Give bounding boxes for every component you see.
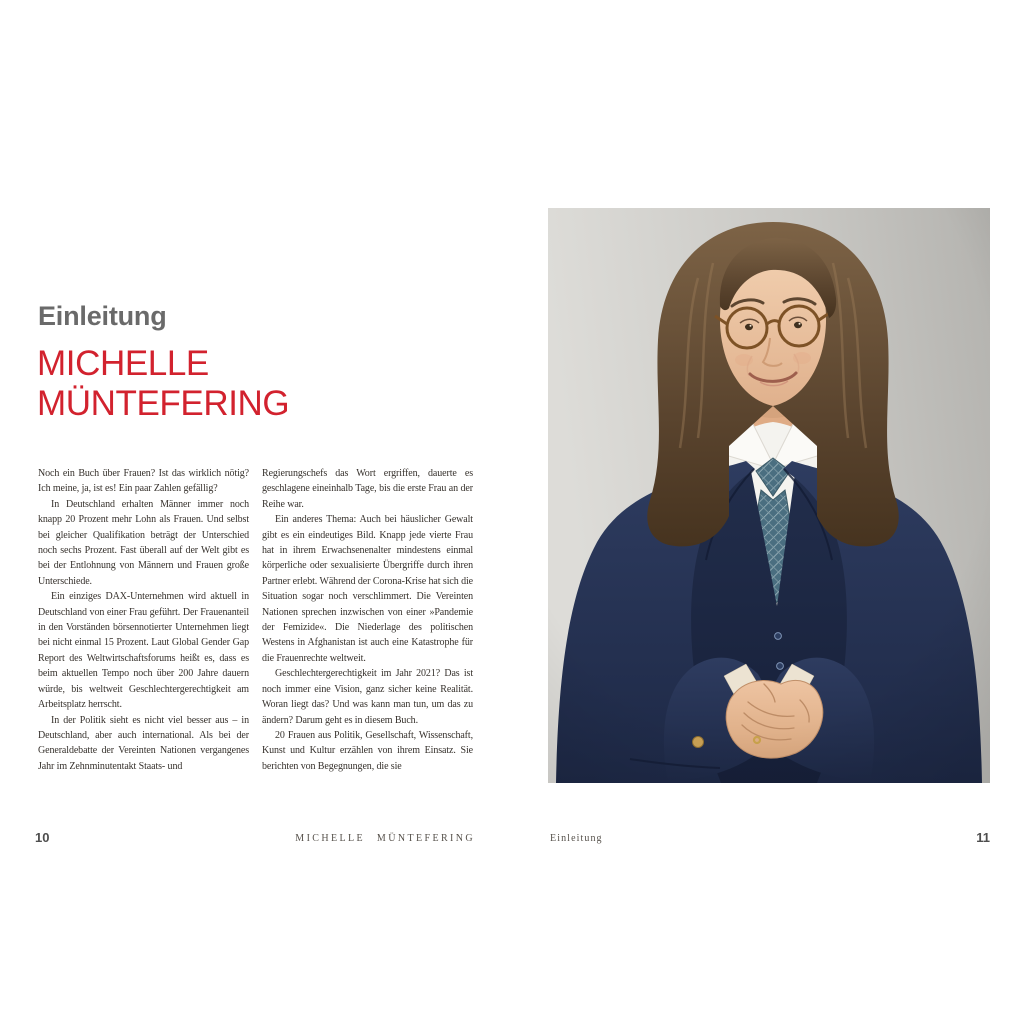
chapter-title-line2: MÜNTEFERING <box>37 384 290 423</box>
paragraph: Regierungschefs das Wort ergriffen, dauerte es geschlagene eineinhalb Tage, bis die erste Frau an der Reihe war. <box>262 468 473 510</box>
paragraph: Geschlechtergerechtigkeit im Jahr 2021? Das ist noch immer eine Vision, ganz sicher keine Realität. Woran liegt das? Und was kann man tun, um das zu ändern? Darum geht es in diesem Buch. <box>262 668 473 726</box>
running-head-left: MICHELLE MÜNTEFERING <box>295 833 475 844</box>
page-number-left: 10 <box>35 830 50 845</box>
paragraph: 20 Frauen aus Politik, Gesellschaft, Wissenschaft, Kunst und Kultur erzählen von ihrem Einsatz. Sie berichten von Begegnungen, die sie <box>262 729 473 772</box>
portrait-photo <box>548 208 990 783</box>
portrait-photo-illustration <box>548 208 990 783</box>
paragraph: Noch ein Buch über Frauen? Ist das wirklich nötig? Ich meine, ja, ist es! Ein paar Zahlen gefällig? <box>38 468 249 495</box>
chapter-title-line1: MICHELLE <box>37 344 209 383</box>
photo-vignette <box>548 208 990 783</box>
running-head-right: Einleitung <box>550 833 603 844</box>
page-number-right: 11 <box>976 830 990 845</box>
chapter-kicker: Einleitung <box>38 301 167 331</box>
paragraph: In Deutschland erhalten Männer immer noch knapp 20 Prozent mehr Lohn als Frauen. Und selbst bei gleicher Qualifikation beträgt der Unterschied noch sechs Prozent. Fast überall auf der Welt gibt es bei der Entlohnung von Männern und Frauen große Unterschiede. <box>38 498 249 587</box>
paragraph: In der Politik sieht es nicht viel besser aus – in Deutschland, aber auch international. Als bei der Generaldebatte der Vereinten Nationen vergangenes Jahr im Zehnminutentakt Staats- und <box>38 714 249 772</box>
paragraph: Ein einziges DAX-Unternehmen wird aktuell in Deutschland von einer Frau geführt. Der Frauenanteil in den Vorständen börsennotierter Unternehmen liegt bei nicht einmal 15 Prozent. Laut Global Gender Gap Report des Weltwirtschaftsforums heißt es, dass es beim aktuellen Tempo noch über 200 Jahre dauern würde, bis weltweit Geschlechtergerechtigkeit am Arbeitsplatz herrscht. <box>38 591 249 711</box>
chapter-title <box>37 344 289 424</box>
text-column-1 <box>38 466 249 774</box>
text-column-2 <box>262 466 473 774</box>
paragraph: Ein anderes Thema: Auch bei häuslicher Gewalt gibt es ein eindeutiges Bild. Knapp jede vierte Frau hat in ihrem Erwachsenenalter mindestens einmal körperliche oder sexualisierte Übergriffe durch ihren Partner erlebt. Während der Corona-Krise hat sich die Situation sogar noch verschlimmert. Die Vereinten Nationen sprechen inzwischen von einer »Pandemie der Femizide«. Die Niederlage des politischen Westens in Afghanistan ist auch eine Katastrophe für die Frauenrechte weltweit. <box>262 514 473 664</box>
